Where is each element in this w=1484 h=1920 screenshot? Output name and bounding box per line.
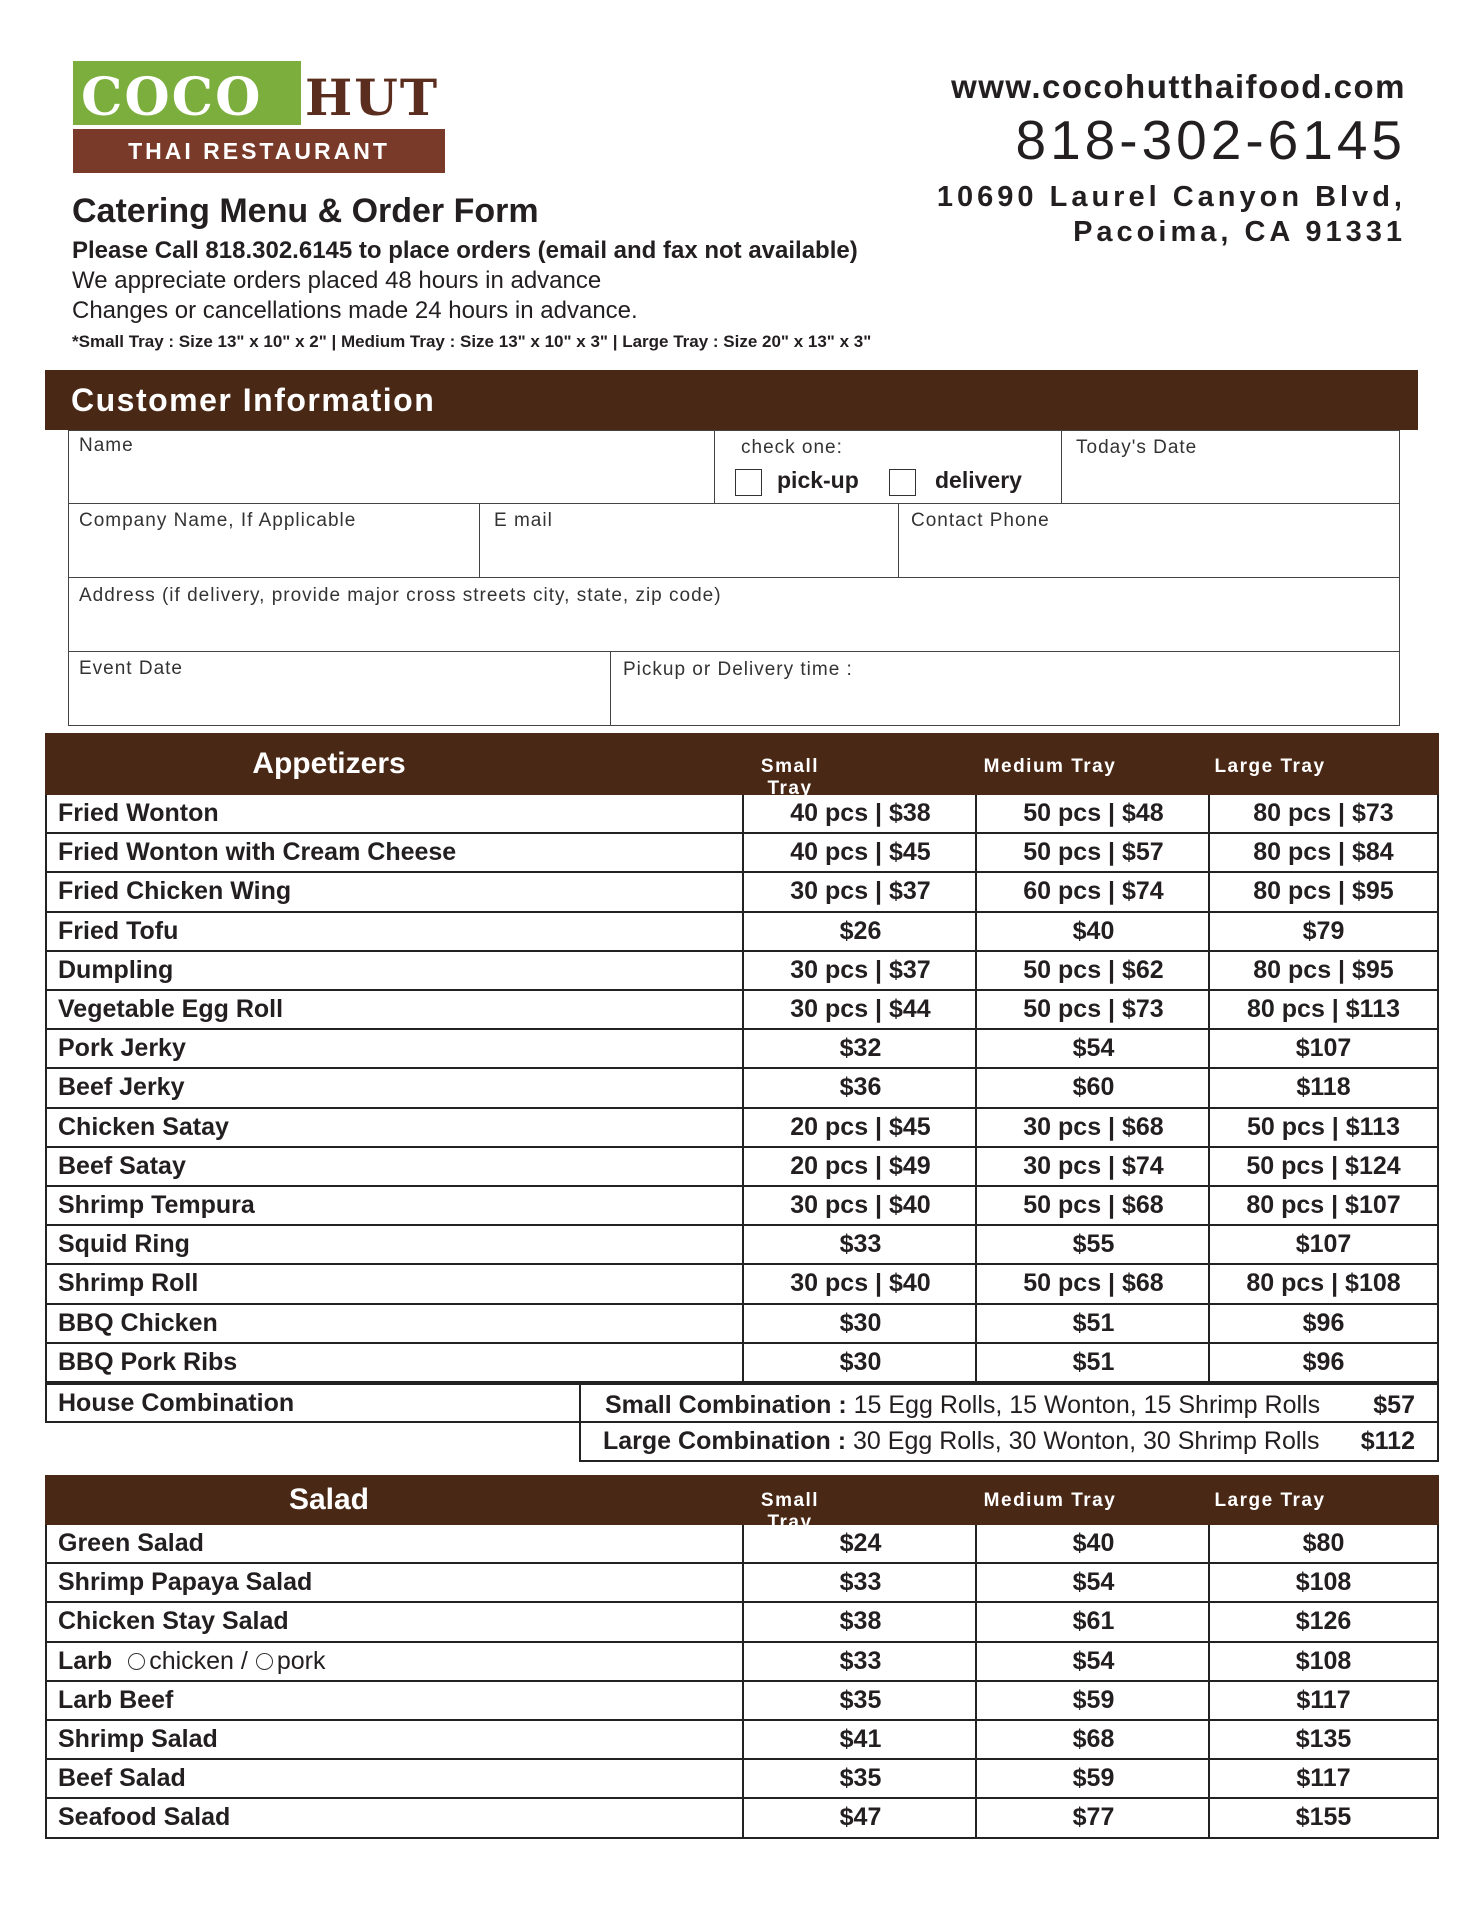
table-row	[45, 1760, 1439, 1799]
todays-date-label: Today's Date	[1076, 437, 1198, 458]
pickup-label: pick-up	[777, 467, 859, 493]
price-large: 80 pcs | $95	[1208, 952, 1439, 991]
price-medium: $54	[975, 1030, 1210, 1069]
price-small: 30 pcs | $44	[742, 991, 977, 1030]
restaurant-logo	[73, 61, 445, 173]
price-small: $35	[742, 1682, 977, 1721]
table-row	[45, 1069, 1439, 1108]
price-large: 80 pcs | $84	[1208, 834, 1439, 873]
delivery-checkbox[interactable]	[889, 469, 916, 496]
price-medium: $55	[975, 1226, 1210, 1265]
item-name: Shrimp Roll	[45, 1265, 744, 1304]
item-name: BBQ Chicken	[45, 1305, 744, 1344]
price-small: 20 pcs | $49	[742, 1148, 977, 1187]
price-medium: 50 pcs | $68	[975, 1265, 1210, 1304]
price-medium: $51	[975, 1344, 1210, 1383]
price-large: $108	[1208, 1564, 1439, 1603]
price-medium: 30 pcs | $68	[975, 1109, 1210, 1148]
price-large: $126	[1208, 1603, 1439, 1642]
table-row	[45, 991, 1439, 1030]
price-medium: $59	[975, 1682, 1210, 1721]
price-small: $26	[742, 913, 977, 952]
table-row	[45, 834, 1439, 873]
table-row	[45, 1643, 1439, 1682]
table-row	[45, 795, 1439, 834]
price-large: $79	[1208, 913, 1439, 952]
table-row	[45, 1682, 1439, 1721]
large-combination-desc: 30 Egg Rolls, 30 Wonton, 30 Shrimp Rolls	[853, 1427, 1320, 1455]
item-name: Fried Tofu	[45, 913, 744, 952]
email-field[interactable]	[479, 503, 899, 578]
table-row	[45, 873, 1439, 912]
salad-large-tray-header: Large Tray	[1214, 1490, 1326, 1511]
price-medium: $54	[975, 1643, 1210, 1682]
large-combination-price: $112	[1360, 1427, 1415, 1455]
event-date-label: Event Date	[79, 658, 183, 679]
item-name: Seafood Salad	[45, 1799, 744, 1838]
price-large: 50 pcs | $113	[1208, 1109, 1439, 1148]
item-name: Shrimp Salad	[45, 1721, 744, 1760]
advance-order-note: We appreciate orders placed 48 hours in advance	[72, 267, 602, 294]
price-small: 40 pcs | $45	[742, 834, 977, 873]
table-row	[45, 1603, 1439, 1642]
event-date-field[interactable]	[68, 651, 611, 726]
address-line-1: 10690 Laurel Canyon Blvd,	[936, 181, 1406, 213]
item-name: BBQ Pork Ribs	[45, 1344, 744, 1383]
table-row	[45, 1564, 1439, 1603]
large-combination-row	[579, 1421, 1439, 1462]
salad-title: Salad	[288, 1483, 370, 1516]
price-medium: 50 pcs | $73	[975, 991, 1210, 1030]
price-large: $107	[1208, 1030, 1439, 1069]
item-name: Vegetable Egg Roll	[45, 991, 744, 1030]
price-medium: 50 pcs | $68	[975, 1187, 1210, 1226]
price-medium: 50 pcs | $57	[975, 834, 1210, 873]
price-medium: $51	[975, 1305, 1210, 1344]
small-combination-row	[579, 1383, 1439, 1423]
order-type-field	[714, 430, 1062, 504]
item-name: Fried Wonton with Cream Cheese	[45, 834, 744, 873]
call-instructions: Please Call 818.302.6145 to place orders (email and fax not available)	[72, 237, 858, 264]
price-large: $118	[1208, 1069, 1439, 1108]
price-medium: $59	[975, 1760, 1210, 1799]
price-small: 30 pcs | $37	[742, 952, 977, 991]
price-large: $117	[1208, 1760, 1439, 1799]
large-combination-label: Large Combination :	[603, 1427, 847, 1455]
price-small: $30	[742, 1305, 977, 1344]
item-name	[45, 1643, 744, 1682]
item-name: Beef Satay	[45, 1148, 744, 1187]
tray-sizes-note: *Small Tray : Size 13" x 10" x 2" | Medium Tray : Size 13" x 10" x 3" | Large Tray : Size 20" x 13" x 3"	[72, 332, 872, 351]
item-name: Chicken Satay	[45, 1109, 744, 1148]
small-combination-desc: 15 Egg Rolls, 15 Wonton, 15 Shrimp Rolls	[853, 1391, 1321, 1419]
item-name: Squid Ring	[45, 1226, 744, 1265]
price-small: $33	[742, 1226, 977, 1265]
address-field[interactable]	[68, 577, 1400, 652]
price-small: $47	[742, 1799, 977, 1838]
price-medium: $40	[975, 1525, 1210, 1564]
price-small: $33	[742, 1564, 977, 1603]
price-medium: $77	[975, 1799, 1210, 1838]
logo-coco-text: COCO	[81, 66, 263, 128]
company-label: Company Name, If Applicable	[79, 510, 357, 531]
price-large: $108	[1208, 1643, 1439, 1682]
price-large: 80 pcs | $95	[1208, 873, 1439, 912]
price-small: $35	[742, 1760, 977, 1799]
table-row	[45, 1030, 1439, 1069]
appetizers-title: Appetizers	[252, 747, 406, 780]
item-name: Pork Jerky	[45, 1030, 744, 1069]
price-large: 80 pcs | $107	[1208, 1187, 1439, 1226]
price-small: 30 pcs | $40	[742, 1265, 977, 1304]
name-label: Name	[79, 435, 134, 456]
price-large: 80 pcs | $73	[1208, 795, 1439, 834]
table-row	[45, 1799, 1439, 1838]
pickup-time-label: Pickup or Delivery time :	[623, 659, 853, 680]
small-tray-header: Small Tray	[760, 756, 820, 799]
appetizers-header	[45, 733, 1439, 799]
small-combination-price: $57	[1373, 1391, 1415, 1419]
pickup-checkbox[interactable]	[735, 469, 762, 496]
logo-hut-text: HUT	[305, 67, 440, 127]
email-label: E mail	[494, 510, 553, 531]
todays-date-field[interactable]	[1061, 430, 1400, 504]
salad-small-tray-header: Small Tray	[760, 1490, 820, 1533]
pickup-time-field[interactable]	[610, 651, 1400, 726]
table-row	[45, 1721, 1439, 1760]
price-large: 80 pcs | $113	[1208, 991, 1439, 1030]
medium-tray-header: Medium Tray	[983, 756, 1117, 777]
item-name: Shrimp Tempura	[45, 1187, 744, 1226]
company-field[interactable]	[68, 503, 480, 578]
item-name: Chicken Stay Salad	[45, 1603, 744, 1642]
address-label: Address (if delivery, provide major cross streets city, state, zip code)	[79, 585, 722, 606]
customer-info-title: Customer Information	[71, 382, 436, 418]
price-medium: 50 pcs | $62	[975, 952, 1210, 991]
price-small: $41	[742, 1721, 977, 1760]
price-large: 50 pcs | $124	[1208, 1148, 1439, 1187]
item-name-text: Larb	[58, 1646, 113, 1675]
salad-header	[45, 1475, 1439, 1533]
price-large: $80	[1208, 1525, 1439, 1564]
price-small: 30 pcs | $40	[742, 1187, 977, 1226]
table-row	[45, 1226, 1439, 1265]
logo-subtitle: THAI RESTAURANT	[73, 129, 445, 173]
item-name: Green Salad	[45, 1525, 744, 1564]
check-one-label: check one:	[741, 437, 843, 458]
price-small: $33	[742, 1643, 977, 1682]
pork-radio[interactable]	[256, 1653, 273, 1670]
price-medium: 50 pcs | $48	[975, 795, 1210, 834]
item-name: Beef Jerky	[45, 1069, 744, 1108]
table-row	[45, 1109, 1439, 1148]
price-medium: $54	[975, 1564, 1210, 1603]
chicken-option-label: chicken	[149, 1646, 234, 1675]
address-line-2: Pacoima, CA 91331	[1073, 216, 1406, 248]
price-large: $96	[1208, 1344, 1439, 1383]
price-large: $107	[1208, 1226, 1439, 1265]
price-large: $155	[1208, 1799, 1439, 1838]
restaurant-address	[937, 180, 1406, 250]
pork-option-label: pork	[276, 1646, 326, 1675]
price-small: 30 pcs | $37	[742, 873, 977, 912]
house-combination-name: House Combination	[45, 1383, 580, 1423]
small-combination-label: Small Combination :	[605, 1391, 847, 1419]
contact-phone-label: Contact Phone	[911, 510, 1050, 531]
option-separator: /	[233, 1646, 248, 1675]
table-row	[45, 1265, 1439, 1304]
price-medium: $68	[975, 1721, 1210, 1760]
table-row	[45, 1344, 1439, 1383]
website-url[interactable]: www.cocohutthaifood.com	[951, 68, 1406, 105]
table-row	[45, 913, 1439, 952]
price-small: 40 pcs | $38	[742, 795, 977, 834]
price-medium: $61	[975, 1603, 1210, 1642]
large-tray-header: Large Tray	[1214, 756, 1326, 777]
price-medium: 30 pcs | $74	[975, 1148, 1210, 1187]
item-name: Larb Beef	[45, 1682, 744, 1721]
table-row	[45, 1187, 1439, 1226]
price-large: $96	[1208, 1305, 1439, 1344]
item-name: Shrimp Papaya Salad	[45, 1564, 744, 1603]
price-small: 20 pcs | $45	[742, 1109, 977, 1148]
price-small: $36	[742, 1069, 977, 1108]
price-small: $30	[742, 1344, 977, 1383]
item-name: Fried Wonton	[45, 795, 744, 834]
table-row	[45, 1305, 1439, 1344]
price-small: $32	[742, 1030, 977, 1069]
price-small: $24	[742, 1525, 977, 1564]
price-medium: $40	[975, 913, 1210, 952]
item-name: Fried Chicken Wing	[45, 873, 744, 912]
price-medium: 60 pcs | $74	[975, 873, 1210, 912]
delivery-label: delivery	[935, 467, 1022, 493]
table-row	[45, 1148, 1439, 1187]
table-row	[45, 952, 1439, 991]
page-title: Catering Menu & Order Form	[72, 192, 539, 230]
salad-medium-tray-header: Medium Tray	[983, 1490, 1117, 1511]
price-large: 80 pcs | $108	[1208, 1265, 1439, 1304]
name-field[interactable]	[68, 430, 715, 504]
chicken-radio[interactable]	[128, 1653, 145, 1670]
price-large: $135	[1208, 1721, 1439, 1760]
table-row	[45, 1525, 1439, 1564]
contact-phone-field[interactable]	[898, 503, 1400, 578]
customer-info-header	[45, 370, 1418, 430]
price-large: $117	[1208, 1682, 1439, 1721]
price-medium: $60	[975, 1069, 1210, 1108]
cancellation-note: Changes or cancellations made 24 hours in advance.	[72, 297, 638, 324]
item-name: Dumpling	[45, 952, 744, 991]
item-name: Beef Salad	[45, 1760, 744, 1799]
price-small: $38	[742, 1603, 977, 1642]
phone-number: 818-302-6145	[1015, 109, 1406, 171]
